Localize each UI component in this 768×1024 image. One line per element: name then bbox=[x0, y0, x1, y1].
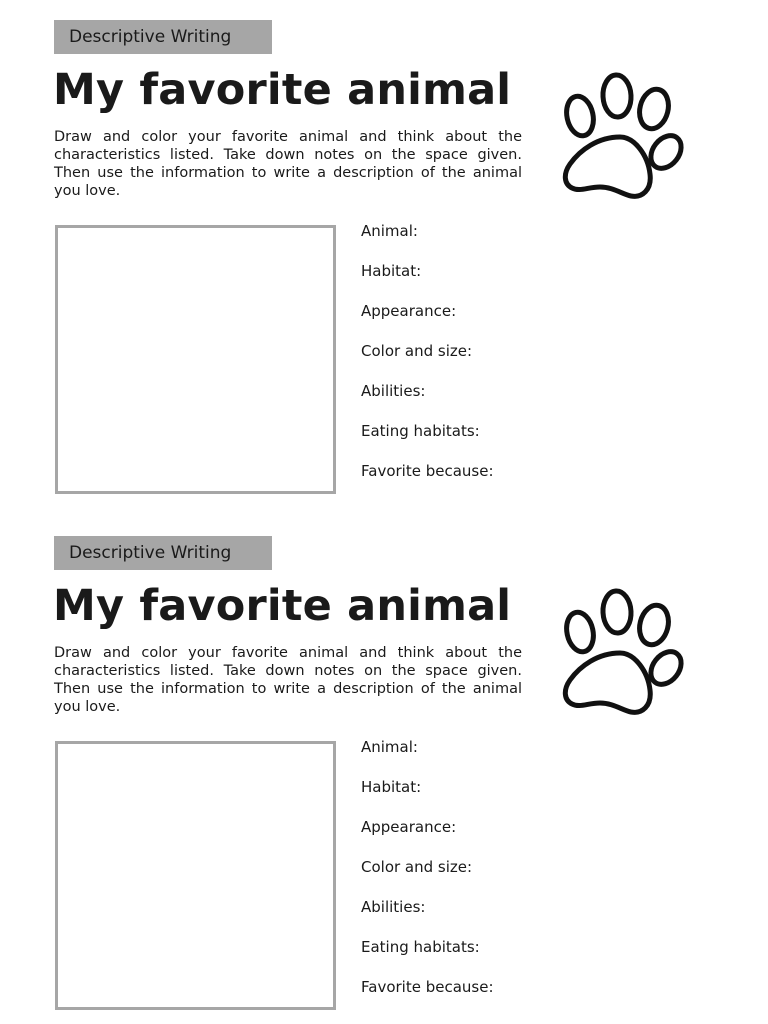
field-eating-habitats: Eating habitats: bbox=[361, 938, 480, 956]
field-habitat: Habitat: bbox=[361, 262, 422, 280]
field-abilities: Abilities: bbox=[361, 898, 426, 916]
category-tag: Descriptive Writing bbox=[54, 20, 272, 54]
paw-print-icon bbox=[560, 586, 688, 718]
worksheet-card-1 bbox=[0, 0, 768, 500]
field-favorite-because: Favorite because: bbox=[361, 978, 494, 996]
worksheet-title: My favorite animal bbox=[53, 581, 512, 631]
instructions-text: Draw and color your favorite animal and think about the characteristics listed. Take down notes on the space given. Then use the information to write a description of the animal you love. bbox=[54, 129, 522, 199]
field-habitat: Habitat: bbox=[361, 778, 422, 796]
field-color-and-size: Color and size: bbox=[361, 858, 473, 876]
field-animal: Animal: bbox=[361, 222, 418, 240]
field-appearance: Appearance: bbox=[361, 302, 457, 320]
worksheet-card-2 bbox=[0, 516, 768, 1016]
paw-print-icon bbox=[560, 70, 688, 202]
drawing-area[interactable] bbox=[55, 741, 336, 1010]
characteristics-list bbox=[361, 221, 494, 501]
field-abilities: Abilities: bbox=[361, 382, 426, 400]
drawing-area[interactable] bbox=[55, 225, 336, 494]
instructions-text: Draw and color your favorite animal and think about the characteristics listed. Take down notes on the space given. Then use the information to write a description of the animal you love. bbox=[54, 645, 522, 715]
field-appearance: Appearance: bbox=[361, 818, 457, 836]
field-animal: Animal: bbox=[361, 738, 418, 756]
field-color-and-size: Color and size: bbox=[361, 342, 473, 360]
worksheet-title: My favorite animal bbox=[53, 65, 512, 115]
field-favorite-because: Favorite because: bbox=[361, 462, 494, 480]
field-eating-habitats: Eating habitats: bbox=[361, 422, 480, 440]
category-tag: Descriptive Writing bbox=[54, 536, 272, 570]
characteristics-list bbox=[361, 737, 494, 1017]
